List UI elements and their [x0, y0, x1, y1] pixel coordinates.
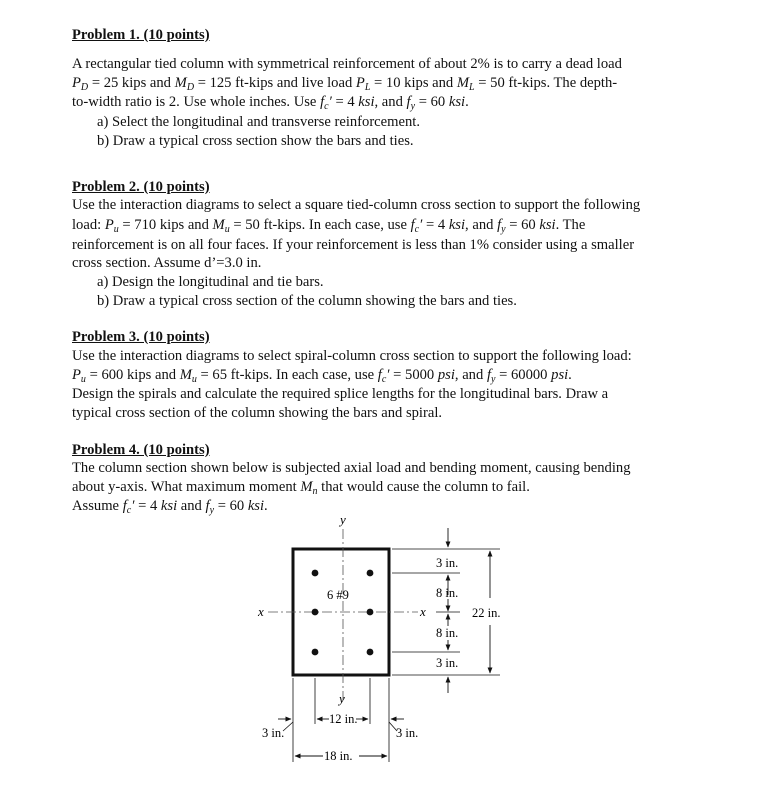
dim-label-width: 18 in. [324, 749, 353, 763]
problem-2-line-2: load: $P_u = 710$ kips and $M_u = 50$ ft-kips. In each case, use $f_c' = 4$ ksi, and $f_y = 60$ ksi. The [72, 217, 586, 235]
y-axis-label-bottom: y [339, 691, 345, 706]
dim-label-spacing-2: 8 in. [436, 626, 459, 640]
rebar [367, 570, 374, 577]
problem-4-heading: Problem 4. (10 points) [72, 442, 210, 458]
rebar [312, 570, 319, 577]
rebar [312, 609, 319, 616]
problem-1-item-a: a) Select the longitudinal and transverse reinforcement. [97, 114, 420, 130]
problem-3-line-4: typical cross section of the column showing the bars and spiral. [72, 405, 443, 421]
problem-1-line-3: to-width ratio is 2. Use whole inches. Use $f_c' = 4$ ksi, and $f_y = 60$ ksi. [72, 94, 469, 112]
dim-leader [283, 722, 293, 731]
dim-label-cover-left: 3 in. [262, 726, 285, 740]
problem-2-item-a: a) Design the longitudinal and tie bars. [97, 274, 324, 290]
y-axis-label-top: y [340, 512, 346, 527]
rebar [312, 649, 319, 656]
dim-label-cover-right: 3 in. [396, 726, 419, 740]
problem-3-line-3: Design the spirals and calculate the required splice lengths for the longitudinal bars. Draw a [72, 386, 609, 402]
problem-2-line-4: cross section. Assume d’=3.0 in. [72, 255, 262, 271]
dim-label-spacing-1: 8 in. [436, 586, 459, 600]
problem-1-line-1: A rectangular tied column with symmetrical reinforcement of about 2% is to carry a dead load [72, 56, 622, 72]
problem-2-heading: Problem 2. (10 points) [72, 179, 210, 195]
x-axis-label-right: x [420, 604, 426, 619]
bar-size-label: 6 #9 [327, 588, 349, 602]
problem-2-line-3: reinforcement is on all four faces. If your reinforcement is less than 1% consider using a smaller [72, 237, 635, 253]
dim-label-cover-bottom: 3 in. [436, 656, 459, 670]
dim-label-inner-width: 12 in. [329, 712, 358, 726]
dim-label-cover-top: 3 in. [436, 556, 459, 570]
rebar [367, 649, 374, 656]
problem-2-item-b: b) Draw a typical cross section of the column showing the bars and ties. [97, 293, 517, 309]
problem-3-line-2: $P_u = 600$ kips and $M_u = 65$ ft-kips. In each case, use $f_c' = 5000$ psi, and $f_y = 60000$ psi. [72, 367, 572, 385]
dim-label-depth: 22 in. [472, 606, 501, 620]
x-axis-label-left: x [258, 604, 264, 619]
problem-3-line-1: Use the interaction diagrams to select spiral-column cross section to support the following load: [72, 348, 632, 364]
problem-1-item-b: b) Draw a typical cross section show the bars and ties. [97, 133, 414, 149]
problem-4-line-1: The column section shown below is subjected axial load and bending moment, causing bending [72, 460, 631, 476]
problem-3-heading: Problem 3. (10 points) [72, 329, 210, 345]
problem-4-line-2: about y-axis. What maximum moment $M_n$ that would cause the column to fail. [72, 479, 530, 497]
problem-4-line-3: Assume $f_c' = 4$ ksi and $f_y = 60$ ksi. [72, 498, 268, 516]
rebar [367, 609, 374, 616]
problem-2-line-1: Use the interaction diagrams to select a square tied-column cross section to support the following [72, 197, 641, 213]
problem-1-heading: Problem 1. (10 points) [72, 27, 210, 43]
problem-1-line-2: $P_D = 25$ kips and $M_D = 125$ ft-kips and live load $P_L = 10$ kips and $M_L = 50$ ft-kips. The depth- [72, 75, 618, 93]
